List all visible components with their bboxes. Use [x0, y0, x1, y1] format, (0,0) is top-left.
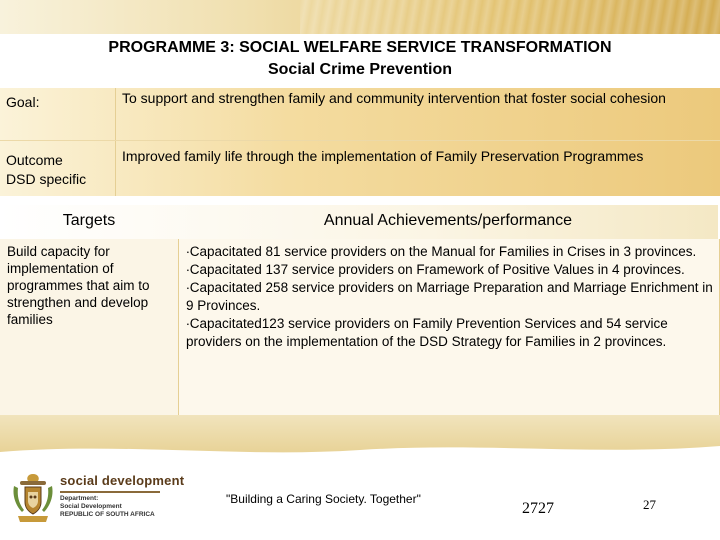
top-band-streak	[300, 0, 720, 34]
achievements-header: Annual Achievements/performance	[323, 212, 573, 229]
logo-rule	[60, 491, 160, 493]
title-line-2: Social Crime Prevention	[267, 61, 453, 78]
dept-line-3: REPUBLIC OF SOUTH AFRICA	[60, 511, 155, 518]
outcome-text: Improved family life through the implementation of Family Preservation Programmes	[122, 148, 644, 164]
outcome-label	[6, 151, 86, 189]
slide-number-large: 2727	[522, 500, 554, 517]
achievement-item: ∙Capacitated 258 service providers on Marriage Preparation and Marriage Enrichment in 9 Provinces.	[186, 280, 713, 313]
dept-line-2: Social Development	[60, 503, 122, 510]
row-divider	[0, 140, 720, 141]
dept-line-1: Department:	[60, 495, 99, 502]
goal-label: Goal:	[6, 94, 40, 110]
title-line-1: PROGRAMME 3: SOCIAL WELFARE SERVICE TRANSFORMATION	[108, 39, 612, 56]
achievement-item: ∙Capacitated 137 service providers on Framework of Positive Values in 4 provinces.	[186, 262, 685, 277]
slogan: "Building a Caring Society. Together"	[226, 492, 421, 506]
logo-wordmark: social development	[60, 473, 185, 488]
targets-text: Build capacity for implementation of programmes that aim to strengthen and develop families	[7, 244, 150, 327]
top-decorative-band	[0, 0, 720, 34]
coat-of-arms-icon	[10, 472, 56, 524]
achievements-list	[186, 243, 714, 351]
department-lines	[60, 495, 155, 519]
page-number: 27	[643, 497, 656, 512]
label-divider	[115, 88, 116, 196]
targets-header: Targets	[62, 212, 116, 229]
outcome-label-line-2: DSD specific	[6, 171, 87, 187]
outcome-label-line-1: Outcome	[6, 152, 63, 168]
page-title	[0, 37, 720, 81]
achievement-item: ∙Capacitated 81 service providers on the Manual for Families in Crises in 3 provinces.	[186, 244, 697, 259]
goal-text: To support and strengthen family and community intervention that foster social cohesion	[122, 90, 666, 106]
achievement-item: ∙Capacitated123 service providers on Family Prevention Services and 54 service providers on the implementation of the DSD Strategy for Families in 2 provinces.	[186, 316, 668, 349]
bottom-wave	[0, 440, 720, 460]
